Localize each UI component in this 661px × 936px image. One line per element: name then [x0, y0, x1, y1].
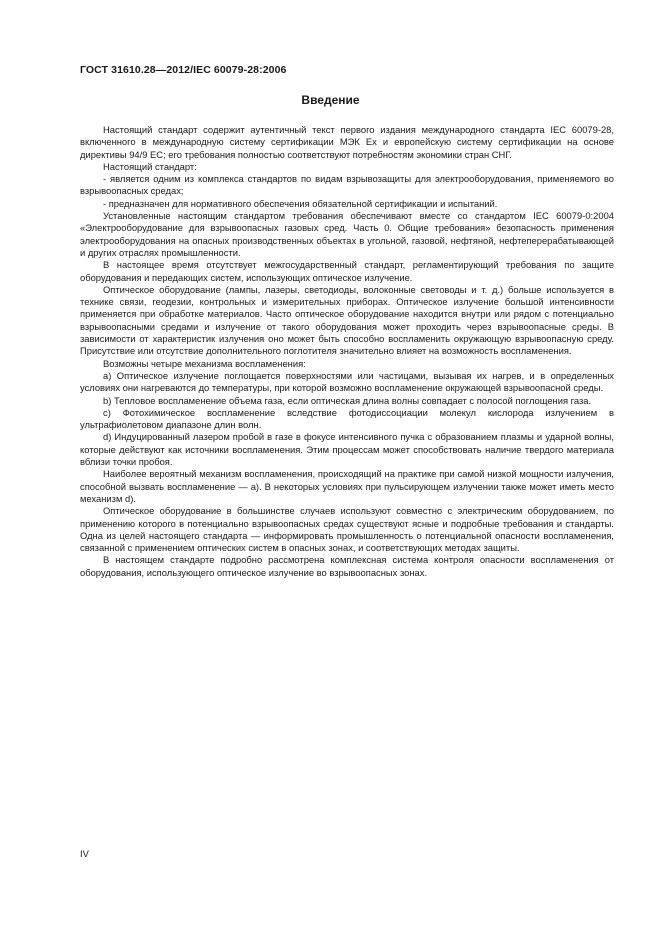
paragraph: d) Индуцированный лазером пробой в газе в фокусе интенсивного пучка с образованием плазмы и ударной волны, которые действуют как источники воспламенения. Этим процессам может способствовать наличие твердого материала вблизи точки пробоя.: [80, 431, 614, 468]
paragraph: - предназначен для нормативного обеспечения обязательной сертификации и испытаний.: [103, 197, 498, 209]
paragraph: c) Фотохимическое воспламенение вследствие фотодиссоциации молекул кислорода излучением в ультрафиолетовом диапазоне длин волн.: [80, 406, 614, 431]
paragraph: Установленные настоящим стандартом требования обеспечивают вместе со стандартом IEC 60079-0:2004 «Электрооборудование для взрывоопасных газовых сред. Часть 0. Общие требования» безопасность применения электрооборудования на опасных производственных объектах в угольной, газовой, нефтяной, нефтеперерабатывающей и других отраслях промышленности.: [80, 210, 614, 258]
paragraph: Настоящий стандарт:: [103, 160, 197, 172]
paragraph: b) Тепловое воспламенение объема газа, если оптическая длина волны совпадает с полосой поглощения газа.: [103, 394, 592, 406]
paragraph: а) Оптическое излучение поглощается поверхностями или частицами, вызывая их нагрев, и в определенных условиях они нагреваются до температуры, при которой возможно воспламенение окружающей взрывоопасной среды.: [80, 369, 614, 394]
paragraph: Оптическое оборудование (лампы, лазеры, светодиоды, волоконные световоды и т. д.) больше используется в технике связи, геодезии, контрольных и измерительных приборах. Оптическое излучение большой интенсивности применяется при обработке материалов. Часто оптическое оборудование находится внутри или рядом с потенциально взрывоопасными средами и излучение от такого оборудования может проходить через взрывоопасные среды. В зависимости от характеристик излучения оно может быть способно воспламенить окружающую взрывоопасную среду. Присутствие или отсутствие дополнительного поглотителя значительно влияет на возможность воспламенения.: [80, 283, 614, 357]
page-number: IV: [80, 848, 89, 859]
paragraph: В настоящем стандарте подробно рассмотрена комплексная система контроля опасности воспламенения от оборудования, использующего оптическое излучение во взрывоопасных зонах.: [80, 554, 614, 578]
paragraph: Наиболее вероятный механизм воспламенения, происходящий на практике при самой низкой мощности излучения, способной вызвать воспламенение — а). В некоторых условиях при пульсирующем излучении также может иметь место механизм d).: [80, 468, 614, 504]
section-title: Введение: [301, 93, 360, 107]
document-body: [80, 124, 614, 579]
paragraph: В настоящее время отсутствует межгосударственный стандарт, регламентирующий требования по защите оборудования и передающих систем, использующих оптическое излучение.: [80, 259, 614, 283]
paragraph: Настоящий стандарт содержит аутентичный текст первого издания международного стандарта IEC 60079-28, включенного в международную систему сертификации МЭК Ex и европейскую систему сертификации на основе директивы 94/9 ЕС; его требования полностью соответствуют потребностям экономики стран СНГ.: [80, 124, 614, 160]
document-header: ГОСТ 31610.28—2012/IEC 60079-28:2006: [80, 64, 287, 76]
paragraph: Возможны четыре механизма воспламенения:: [103, 357, 306, 369]
paragraph: Оптическое оборудование в большинстве случаев используют совместно с электрическим оборудованием, по применению которого в потенциально взрывоопасных средах существуют ясные и подробные требования и стандарты. Одна из целей настоящего стандарта — информировать промышленность о потенциальной опасности воспламенения, связанной с применением оптических систем в опасных зонах, и соответствующих методах защиты.: [80, 505, 614, 554]
paragraph: - является одним из комплекса стандартов по видам взрывозащиты для электрооборудования, применяемого во взрывоопасных средах;: [80, 173, 614, 197]
